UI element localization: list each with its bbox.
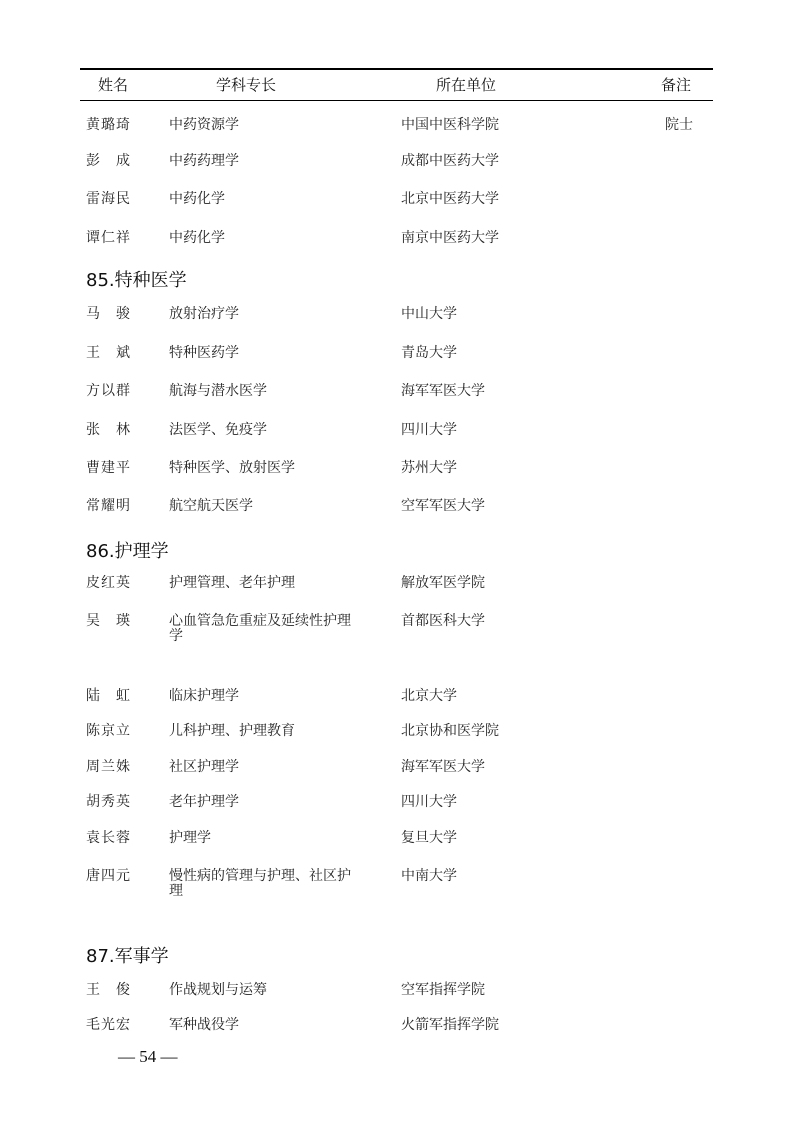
unit: 海军军医大学 — [401, 383, 485, 399]
person-name: 吴 瑛 — [86, 613, 131, 629]
specialty: 中药化学 — [169, 191, 225, 207]
unit: 北京中医药大学 — [401, 191, 499, 207]
header-unit: 所在单位 — [436, 76, 497, 94]
specialty: 放射治疗学 — [169, 306, 239, 322]
person-name: 王 斌 — [86, 345, 131, 361]
person-name: 毛光宏 — [86, 1017, 131, 1033]
specialty: 儿科护理、护理教育 — [169, 723, 295, 739]
unit: 苏州大学 — [401, 460, 457, 476]
person-name: 彭 成 — [86, 153, 131, 169]
unit: 中南大学 — [401, 868, 457, 884]
unit: 青岛大学 — [401, 345, 457, 361]
header-name: 姓名 — [98, 76, 129, 94]
header-note: 备注 — [661, 76, 692, 94]
unit: 成都中医药大学 — [401, 153, 499, 169]
person-name: 陆 虹 — [86, 688, 131, 704]
person-name: 胡秀英 — [86, 794, 131, 810]
specialty: 航海与潜水医学 — [169, 383, 267, 399]
person-name: 周兰姝 — [86, 759, 131, 775]
person-name: 方以群 — [86, 383, 131, 399]
unit: 南京中医药大学 — [401, 230, 499, 246]
person-name: 袁长蓉 — [86, 830, 131, 846]
specialty: 特种医药学 — [169, 345, 239, 361]
specialty: 特种医学、放射医学 — [169, 460, 295, 476]
specialty: 作战规划与运筹 — [169, 982, 267, 998]
header-specialty: 学科专长 — [216, 76, 277, 94]
person-name: 曹建平 — [86, 460, 131, 476]
unit: 解放军医学院 — [401, 575, 485, 591]
unit: 北京协和医学院 — [401, 723, 499, 739]
specialty: 中药资源学 — [169, 117, 239, 133]
unit: 四川大学 — [401, 794, 457, 810]
specialty: 社区护理学 — [169, 759, 239, 775]
unit: 首都医科大学 — [401, 613, 485, 629]
section-heading: 85.特种医学 — [86, 270, 187, 291]
unit: 中国中医科学院 — [401, 117, 499, 133]
person-name: 唐四元 — [86, 868, 131, 884]
section-heading: 87.军事学 — [86, 946, 169, 967]
note: 院士 — [665, 117, 693, 133]
person-name: 马 骏 — [86, 306, 131, 322]
person-name: 陈京立 — [86, 723, 131, 739]
person-name: 王 俊 — [86, 982, 131, 998]
unit: 火箭军指挥学院 — [401, 1017, 499, 1033]
person-name: 皮红英 — [86, 575, 131, 591]
specialty-continued: 理 — [169, 883, 183, 899]
unit: 空军指挥学院 — [401, 982, 485, 998]
specialty: 老年护理学 — [169, 794, 239, 810]
person-name: 张 林 — [86, 422, 131, 438]
specialty: 护理管理、老年护理 — [169, 575, 295, 591]
header-top-rule — [80, 68, 713, 70]
person-name: 黄璐琦 — [86, 117, 131, 133]
specialty: 中药化学 — [169, 230, 225, 246]
person-name: 雷海民 — [86, 191, 131, 207]
unit: 四川大学 — [401, 422, 457, 438]
specialty: 心血管急危重症及延续性护理 — [169, 613, 351, 629]
unit: 复旦大学 — [401, 830, 457, 846]
unit: 北京大学 — [401, 688, 457, 704]
section-heading: 86.护理学 — [86, 541, 169, 562]
specialty: 临床护理学 — [169, 688, 239, 704]
person-name: 常耀明 — [86, 498, 131, 514]
specialty-continued: 学 — [169, 628, 183, 644]
specialty: 航空航天医学 — [169, 498, 253, 514]
unit: 中山大学 — [401, 306, 457, 322]
specialty: 中药药理学 — [169, 153, 239, 169]
unit: 海军军医大学 — [401, 759, 485, 775]
unit: 空军军医大学 — [401, 498, 485, 514]
header-bottom-rule — [80, 100, 713, 101]
specialty: 军种战役学 — [169, 1017, 239, 1033]
person-name: 谭仁祥 — [86, 230, 131, 246]
page-number: — 54 — — [118, 1047, 178, 1066]
specialty: 慢性病的管理与护理、社区护 — [169, 868, 351, 884]
specialty: 护理学 — [169, 830, 211, 846]
specialty: 法医学、免疫学 — [169, 422, 267, 438]
